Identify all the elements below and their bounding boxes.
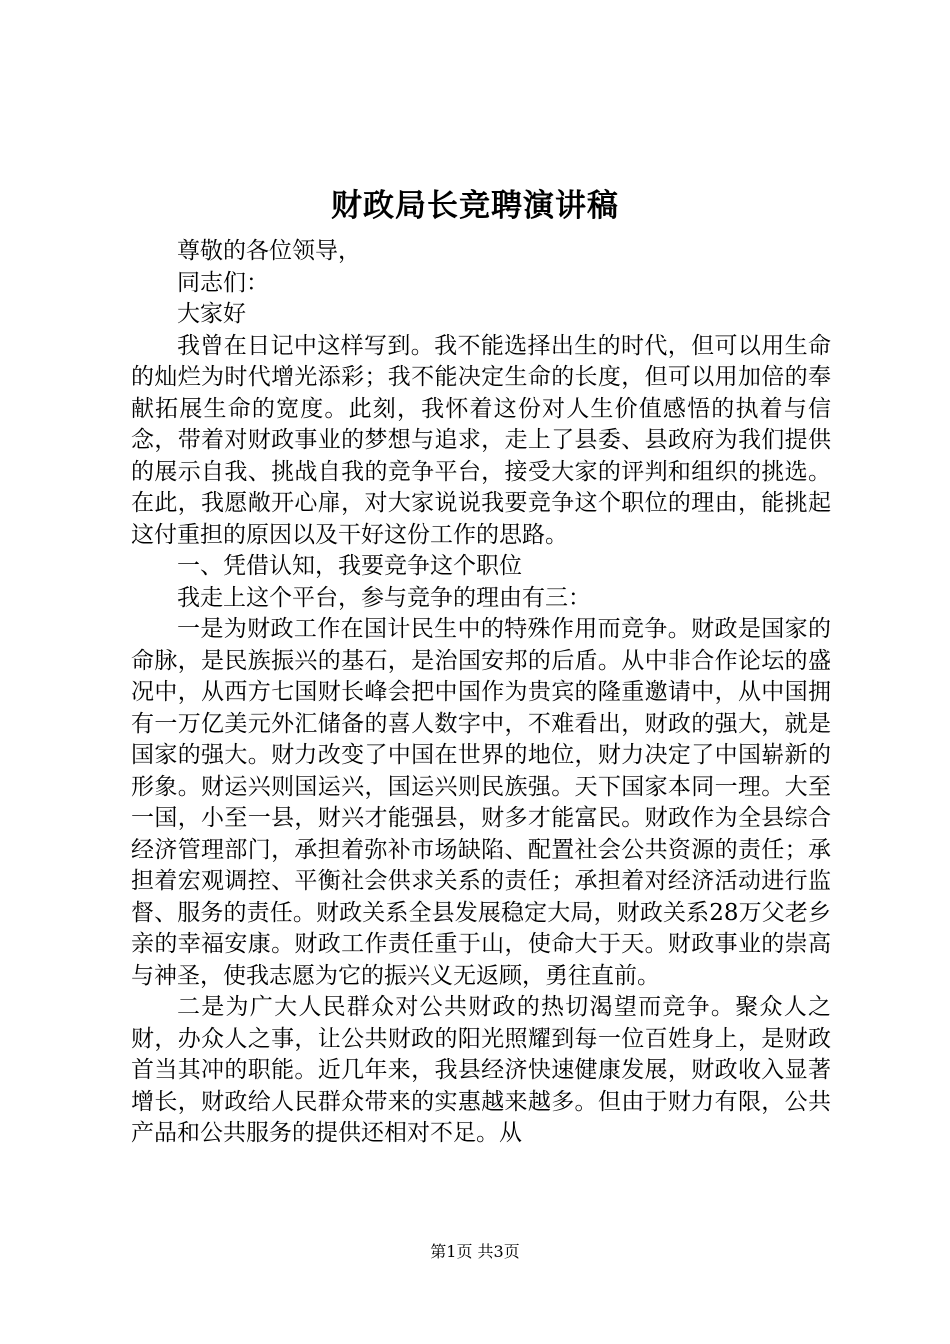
body-paragraph: 一是为财政工作在国计民生中的特殊作用而竞争。财政是国家的命脉，是民族振兴的基石，是治国安邦的后盾。从中非合作论坛的盛况中，从西方七国财长峰会把中国作为贵宾的隆重邀请中，从中国拥有一万亿美元外汇储备的喜人数字中，不难看出，财政的强大，就是国家的强大。财力改变了中国在世界的地位，财力决定了中国崭新的形象。财运兴则国运兴，国运兴则民族强。天下国家本同一理。大至一国，小至一县，财兴才能强县，财多才能富民。财政作为全县综合经济管理部门，承担着弥补市场缺陷、配置社会公共资源的责任；承担着宏观调控、平衡社会供求关系的责任；承担着对经济活动进行监督、服务的责任。财政关系全县发展稳定大局，财政关系28万父老乡亲的幸福安康。财政工作责任重于山，使命大于天。财政事业的崇高与神圣，使我志愿为它的振兴义无返顾，勇往直前。 <box>131 616 831 989</box>
greeting-line: 大家好 <box>177 301 246 327</box>
document-title: 财政局长竞聘演讲稿 <box>331 188 619 224</box>
body-paragraph: 二是为广大人民群众对公共财政的热切渴望而竞争。聚众人之财，办众人之事，让公共财政的阳光照耀到每一位百姓身上，是财政首当其冲的职能。近几年来，我县经济快速健康发展，财政收入显著增长，财政给人民群众带来的实惠越来越多。但由于财力有限，公共产品和公共服务的提供还相对不足。从 <box>131 994 831 1146</box>
salutation-line: 同志们： <box>177 269 269 296</box>
salutation-line: 尊敬的各位领导， <box>177 238 361 264</box>
page-footer: 第1页 共3页 <box>430 1242 520 1261</box>
body-paragraph: 我曾在日记中这样写到。我不能选择出生的时代，但可以用生命的灿烂为时代增光添彩；我不能决定生命的长度，但可以用加倍的奉献拓展生命的宽度。此刻，我怀着这份对人生价值感悟的执着与信念，带着对财政事业的梦想与追求，走上了县委、县政府为我们提供的展示自我、挑战自我的竞争平台，接受大家的评判和组织的挑选。在此，我愿敞开心扉，对大家说说我要竞争这个职位的理由，能挑起这付重担的原因以及干好这份工作的思路。 <box>131 332 831 548</box>
section-heading: 一、凭借认知，我要竞争这个职位 <box>177 553 522 579</box>
body-paragraph: 我走上这个平台，参与竞争的理由有三： <box>177 584 591 611</box>
document-body <box>131 236 831 1150</box>
